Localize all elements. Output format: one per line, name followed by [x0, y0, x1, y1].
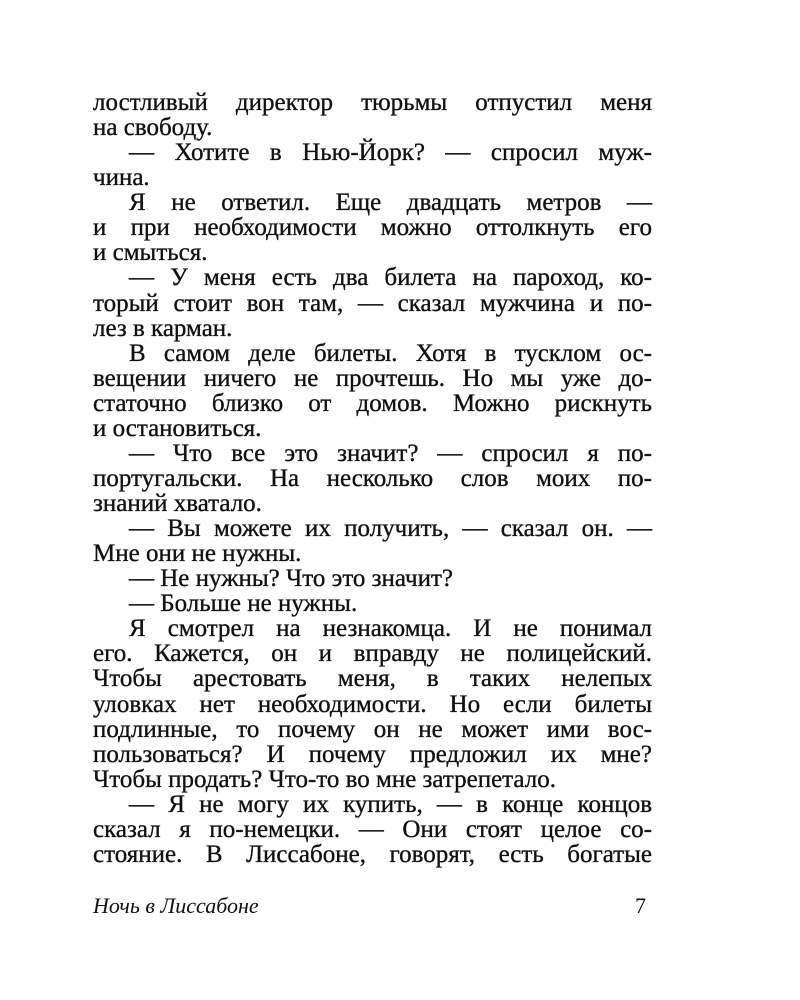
text-line: — Больше не нужны.	[129, 590, 358, 618]
text-line: — Не нужны? Что это значит?	[129, 565, 453, 593]
text-line: уловках нет необходимости. Но если билеты	[93, 690, 652, 718]
text-line: — Что все это значит? — спросил я по-	[129, 439, 652, 467]
text-line: сказал я по-немецки. — Они стоят целое со-	[93, 815, 652, 843]
text-line: его. Кажется, он и вправду не полицейский.	[93, 640, 652, 668]
text-line: на свободу.	[93, 114, 213, 142]
text-line: пользоваться? И почему предложил их мне?	[93, 740, 652, 768]
text-line: и смыться.	[93, 239, 208, 267]
text-line: Чтобы арестовать меня, в таких нелепых	[93, 665, 652, 693]
text-line: чина.	[93, 164, 150, 192]
running-title: Ночь в Лиссабоне	[93, 893, 259, 918]
text-line: Я не ответил. Еще двадцать метров —	[129, 189, 652, 217]
text-line: Я смотрел на незнакомца. И не понимал	[129, 615, 652, 643]
text-line: стояние. В Лиссабоне, говорят, есть богатые	[93, 840, 652, 868]
text-line: лостливый директор тюрьмы отпустил меня	[93, 89, 652, 116]
page-footer	[93, 893, 652, 919]
text-line: подлинные, то почему он не может ими вос-	[93, 715, 652, 743]
text-line: статочно близко от домов. Можно рискнуть	[93, 389, 652, 417]
text-line: — Вы можете их получить, — сказал он. —	[129, 515, 652, 543]
text-line: — Хотите в Нью-Йорк? — спросил муж-	[129, 139, 652, 167]
text-line: и при необходимости можно оттолкнуть его	[93, 214, 652, 242]
text-line: знаний хватало.	[93, 490, 262, 517]
page-body	[93, 90, 652, 867]
page-number: 7	[635, 893, 646, 918]
text-line: — У меня есть два билета на пароход, ко-	[129, 264, 652, 292]
text-line: Чтобы продать? Что-то во мне затрепетало.	[93, 765, 556, 793]
text-line: Мне они не нужны.	[93, 540, 302, 568]
text-line: и остановиться.	[93, 414, 262, 442]
text-line: торый стоит вон там, — сказал мужчина и по-	[93, 289, 652, 317]
text-line: вещении ничего не прочтешь. Но мы уже до-	[93, 364, 652, 392]
text-line: — Я не могу их купить, — в конце концов	[129, 790, 652, 818]
text-line: лез в карман.	[93, 314, 233, 342]
text-line: В самом деле билеты. Хотя в тусклом ос-	[129, 339, 652, 367]
text-line: португальски. На несколько слов моих по-	[93, 464, 652, 492]
